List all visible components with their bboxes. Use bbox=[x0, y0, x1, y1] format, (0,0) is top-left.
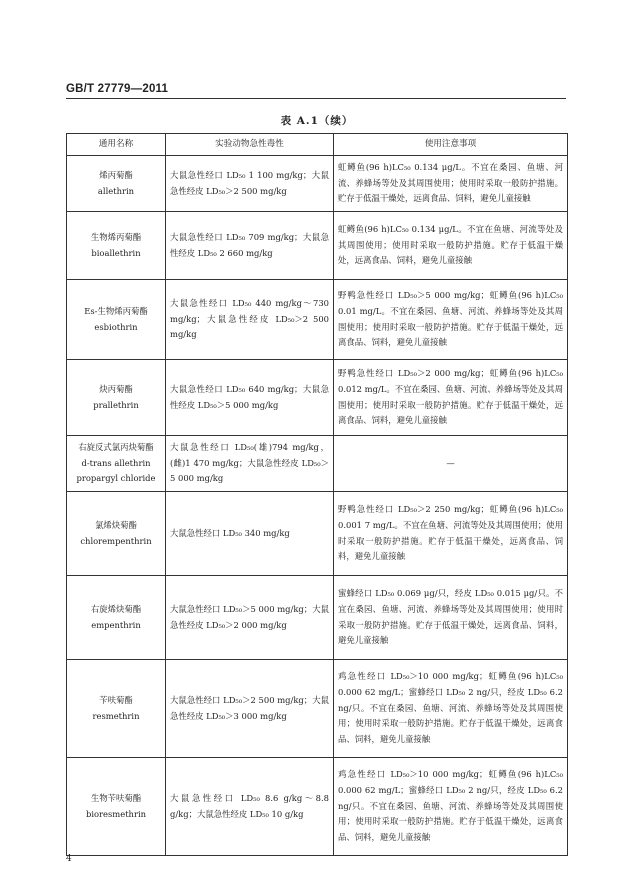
common-name-cell bbox=[67, 212, 166, 280]
toxicity-table bbox=[66, 133, 568, 856]
common-name-cell bbox=[67, 280, 166, 360]
common-name-cell bbox=[67, 360, 166, 436]
name-chinese: 氯烯炔菊酯 bbox=[95, 519, 137, 530]
usage-notes-cell: 野鸭急性经口 LD₅₀＞2 000 mg/kg；虹鳟鱼(96 h)LC₅₀ 0.012 mg/L。不宜在桑园、鱼塘、河流、养蜂场等处及其周围使用；使用时采取一般防护措施。贮存于低温干燥处，远离食品、饲料，避免儿童接触 bbox=[334, 360, 568, 436]
name-english: chlorempenthrin bbox=[80, 535, 152, 546]
acute-toxicity-cell: 大鼠急性经口 LD₅₀＞5 000 mg/kg；大鼠急性经皮 LD₅₀＞2 000 mg/kg bbox=[166, 576, 334, 660]
usage-notes-cell bbox=[334, 436, 568, 492]
usage-notes-cell: 鸡急性经口 LD₅₀＞10 000 mg/kg；虹鳟鱼(96 h)LC₅₀ 0.000 62 mg/L；蜜蜂经口 LD₅₀ 2 ng/只，经皮 LD₅₀ 6.2 ng/只。不宜在桑园、鱼塘、河流、养蜂场等处及其周围使用；使用时采取一般防护措施。贮存于低温干燥处，远离食品、饲料，避免儿童接触 bbox=[334, 660, 568, 758]
empty-value-dash: — bbox=[446, 457, 455, 468]
usage-notes-cell: 虹鳟鱼(96 h)LC₅₀ 0.134 μg/L。不宜在鱼塘、河流等处及其周围使用；使用时采取一般防护措施。贮存于低温干燥处，远离食品、饲料，避免儿童接触 bbox=[334, 212, 568, 280]
acute-toxicity-cell: 大鼠急性经口 LD₅₀(雄)794 mg/kg，(雌)1 470 mg/kg；大鼠急性经皮 LD₅₀＞5 000 mg/kg bbox=[166, 436, 334, 492]
name-english: bioallethrin bbox=[91, 247, 141, 258]
name-english: empenthrin bbox=[91, 619, 141, 630]
usage-notes-cell: 蜜蜂经口 LD₅₀ 0.069 μg/只，经皮 LD₅₀ 0.015 μg/只。不宜在桑园、鱼塘、河流、养蜂场等处及其周围使用；使用时采取一般防护措施。贮存于低温干燥处，远离食品、饲料，避免儿童接触 bbox=[334, 576, 568, 660]
common-name-cell bbox=[67, 436, 166, 492]
table-row bbox=[67, 492, 568, 576]
name-chinese: 右旋反式氯丙炔菊酯 bbox=[78, 442, 154, 453]
table-row bbox=[67, 212, 568, 280]
acute-toxicity-cell: 大鼠急性经口 LD₅₀ 440 mg/kg～730 mg/kg；大鼠急性经皮 LD₅₀＞2 500 mg/kg bbox=[166, 280, 334, 360]
name-chinese: 生物苄呋菊酯 bbox=[90, 792, 142, 803]
column-header-acute-toxicity: 实验动物急性毒性 bbox=[166, 134, 334, 156]
usage-notes-cell: 野鸭急性经口 LD₅₀＞2 250 mg/kg；虹鳟鱼(96 h)LC₅₀ 0.001 7 mg/L。不宜在鱼塘、河流等处及其周围使用；使用时采取一般防护措施。贮存于低温干燥处，远离食品、饲料，避免儿童接触 bbox=[334, 492, 568, 576]
header-divider bbox=[66, 98, 566, 99]
table-row bbox=[67, 436, 568, 492]
name-chinese: 炔丙菊酯 bbox=[99, 383, 133, 394]
common-name-cell bbox=[67, 156, 166, 212]
common-name-cell bbox=[67, 576, 166, 660]
column-header-usage-notes: 使用注意事项 bbox=[334, 134, 568, 156]
table-title: 表 A.1（续） bbox=[280, 115, 354, 127]
name-english-continued: propargyl chloride bbox=[76, 473, 156, 484]
name-english: prallethrin bbox=[93, 399, 139, 410]
column-header-common-name: 通用名称 bbox=[67, 134, 166, 156]
table-row bbox=[67, 156, 568, 212]
name-english: d-trans allethrin bbox=[81, 457, 151, 468]
name-chinese: 右旋烯炔菊酯 bbox=[90, 603, 142, 614]
name-chinese: 苄呋菊酯 bbox=[99, 694, 133, 705]
usage-notes-cell: 虹鳟鱼(96 h)LC₅₀ 0.134 μg/L。不宜在桑园、鱼塘、河流、养蜂场等处及其周围使用；使用时采取一般防护措施。贮存于低温干燥处，远离食品、饲料，避免儿童接触 bbox=[334, 156, 568, 212]
name-chinese: 生物烯丙菊酯 bbox=[90, 231, 142, 242]
acute-toxicity-cell: 大鼠急性经口 LD₅₀ 8.6 g/kg～8.8 g/kg；大鼠急性经皮 LD₅₀ 10 g/kg bbox=[166, 758, 334, 856]
common-name-cell bbox=[67, 492, 166, 576]
page-number: 4 bbox=[66, 854, 72, 864]
common-name-cell bbox=[67, 660, 166, 758]
table-row bbox=[67, 360, 568, 436]
name-chinese: Es-生物烯丙菊酯 bbox=[84, 305, 148, 316]
acute-toxicity-cell: 大鼠急性经口 LD₅₀ 340 mg/kg bbox=[166, 492, 334, 576]
name-chinese: 烯丙菊酯 bbox=[99, 169, 133, 180]
table-row bbox=[67, 660, 568, 758]
name-english: allethrin bbox=[97, 185, 135, 196]
name-english: esbiothrin bbox=[94, 321, 138, 332]
name-english: bioresmethrin bbox=[85, 808, 147, 819]
table-row bbox=[67, 576, 568, 660]
acute-toxicity-cell: 大鼠急性经口 LD₅₀ 640 mg/kg；大鼠急性经皮 LD₅₀＞5 000 mg/kg bbox=[166, 360, 334, 436]
usage-notes-cell: 鸡急性经口 LD₅₀＞10 000 mg/kg；虹鳟鱼(96 h)LC₅₀ 0.000 62 mg/L；蜜蜂经口 LD₅₀ 2 ng/只，经皮 LD₅₀ 6.2 ng/只。不宜在桑园、鱼塘、河流、养蜂场等处及其周围使用；使用时采取一般防护措施。贮存于低温干燥处，远离食品、饲料，避免儿童接触 bbox=[334, 758, 568, 856]
common-name-cell bbox=[67, 758, 166, 856]
usage-notes-cell: 野鸭急性经口 LD₅₀＞5 000 mg/kg；虹鳟鱼(96 h)LC₅₀ 0.01 mg/L。不宜在桑园、鱼塘、河流、养蜂场等处及其周围使用；使用时采取一般防护措施。贮存于低温干燥处，远离食品、饲料，避免儿童接触 bbox=[334, 280, 568, 360]
table-row bbox=[67, 280, 568, 360]
acute-toxicity-cell: 大鼠急性经口 LD₅₀ 709 mg/kg；大鼠急性经皮 LD₅₀ 2 660 mg/kg bbox=[166, 212, 334, 280]
acute-toxicity-cell: 大鼠急性经口 LD₅₀＞2 500 mg/kg；大鼠急性经皮 LD₅₀＞3 000 mg/kg bbox=[166, 660, 334, 758]
table-header-row bbox=[67, 134, 568, 156]
table-row bbox=[67, 758, 568, 856]
acute-toxicity-cell: 大鼠急性经口 LD₅₀ 1 100 mg/kg；大鼠急性经皮 LD₅₀＞2 500 mg/kg bbox=[166, 156, 334, 212]
standard-code: GB/T 27779—2011 bbox=[66, 83, 169, 95]
name-english: resmethrin bbox=[92, 710, 140, 721]
